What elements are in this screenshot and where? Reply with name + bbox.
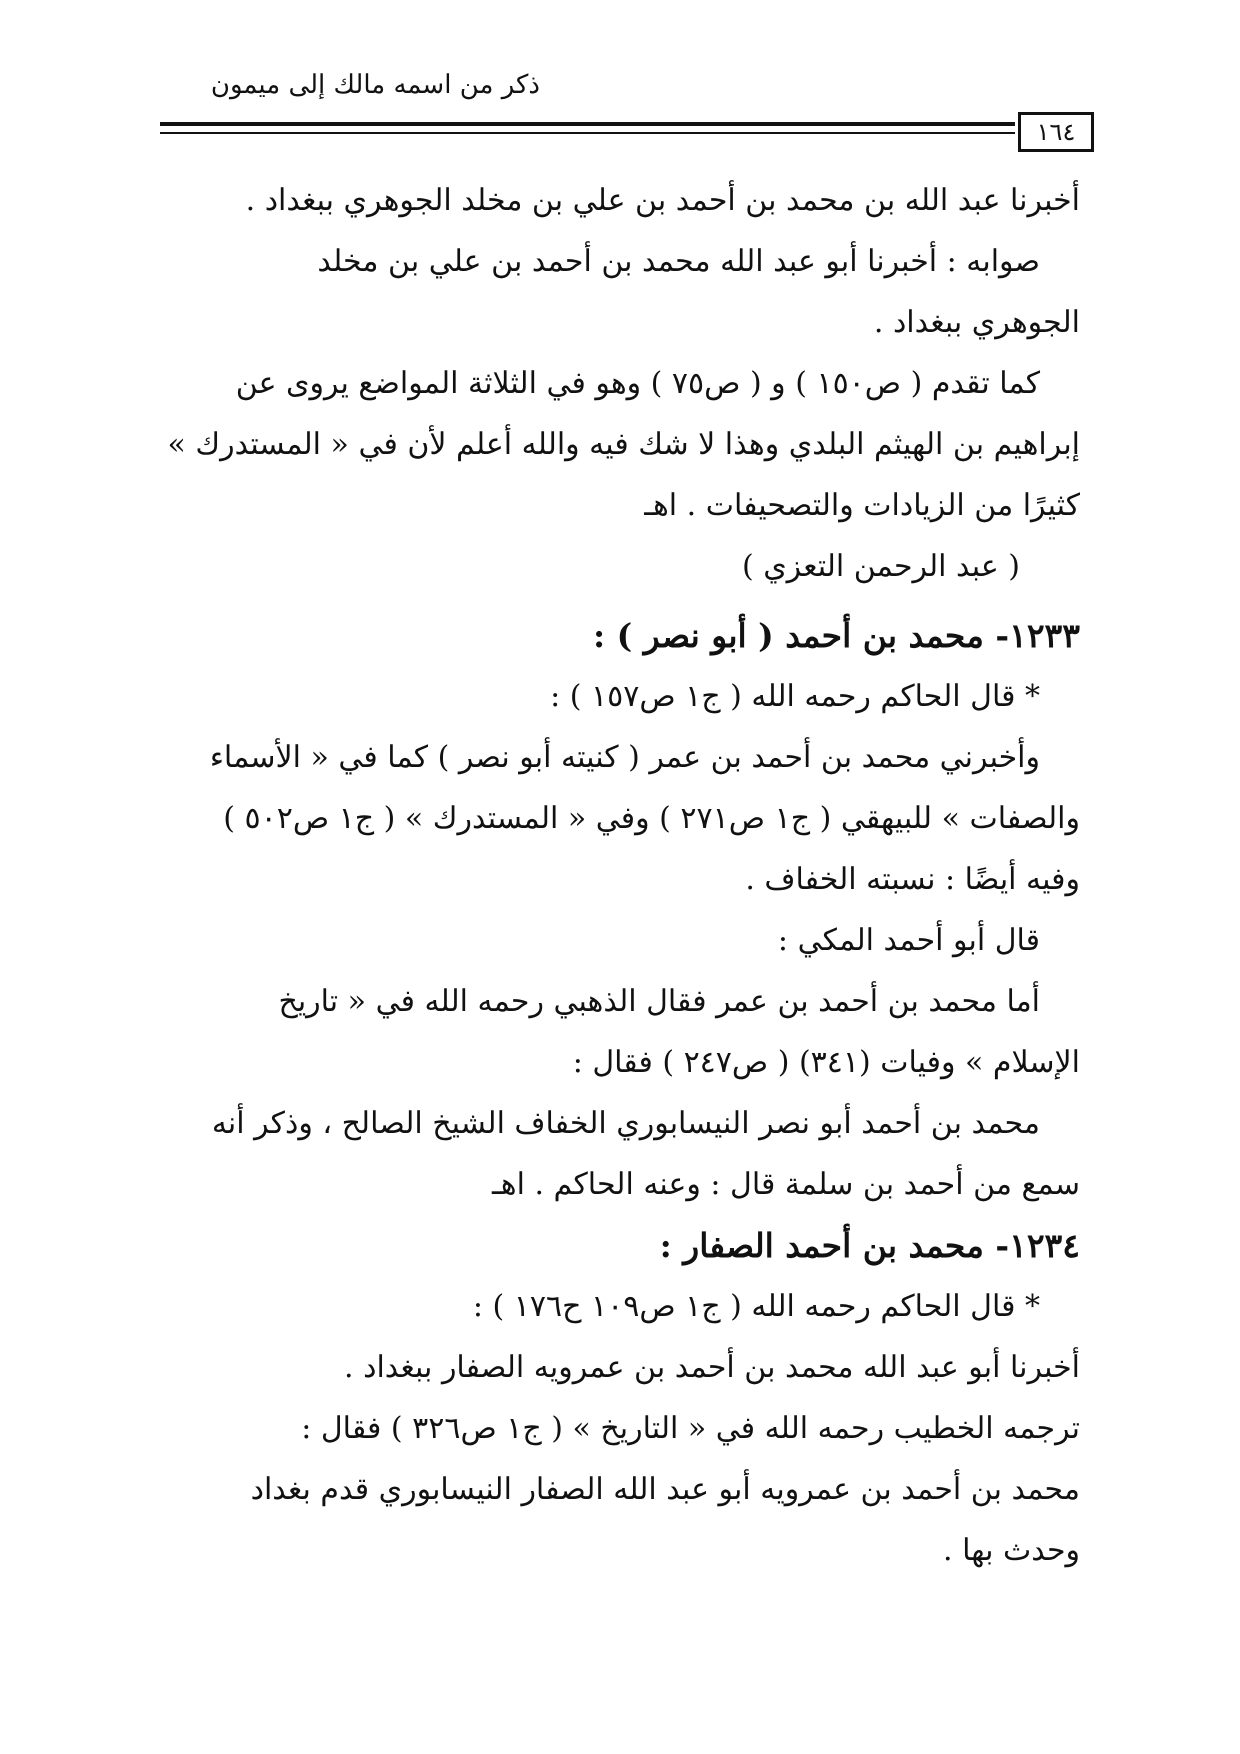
text-line: وأخبرني محمد بن أحمد بن عمر ( كنيته أبو نصر ) كما في « الأسماء	[209, 740, 1040, 775]
text-line: أخبرنا أبو عبد الله محمد بن أحمد بن عمرويه الصفار ببغداد .	[344, 1350, 1080, 1385]
page-number-box: ١٦٤	[1018, 112, 1094, 152]
entry-heading-1234: ١٢٣٤- محمد بن أحمد الصفار :	[659, 1226, 1080, 1265]
text-line: * قال الحاكم رحمه الله ( ج١ ص١٠٩ ح١٧٦ ) :	[472, 1289, 1040, 1324]
page-body	[120, 170, 1080, 1581]
entry-heading-1233: ١٢٣٣- محمد بن أحمد ( أبو نصر ) :	[593, 616, 1080, 655]
text-line: والصفات » للبيهقي ( ج١ ص٢٧١ ) وفي « المستدرك » ( ج١ ص٥٠٢ )	[223, 801, 1080, 836]
text-line: وفيه أيضًا : نسبته الخفاف .	[745, 862, 1080, 897]
text-line: محمد بن أحمد بن عمرويه أبو عبد الله الصفار النيسابوري قدم بغداد	[250, 1472, 1080, 1507]
text-line: وحدث بها .	[943, 1533, 1080, 1568]
text-line: أما محمد بن أحمد بن عمر فقال الذهبي رحمه الله في « تاريخ	[278, 984, 1040, 1019]
text-line: الإسلام » وفيات (٣٤١) ( ص٢٤٧ ) فقال :	[572, 1045, 1080, 1080]
author-attribution: ( عبد الرحمن التعزي )	[741, 549, 1020, 584]
text-line: صوابه : أخبرنا أبو عبد الله محمد بن أحمد بن علي بن مخلد	[317, 244, 1040, 279]
text-line: محمد بن أحمد أبو نصر النيسابوري الخفاف الشيخ الصالح ، وذكر أنه	[211, 1106, 1040, 1141]
text-line: كما تقدم ( ص١٥٠ ) و ( ص٧٥ ) وهو في الثلاثة المواضع يروى عن	[235, 366, 1040, 401]
running-head-title: ذكر من اسمه مالك إلى ميمون	[210, 70, 540, 100]
text-line: ترجمه الخطيب رحمه الله في « التاريخ » ( ج١ ص٣٢٦ ) فقال :	[301, 1411, 1080, 1446]
text-line: أخبرنا عبد الله بن محمد بن أحمد بن علي بن مخلد الجوهري ببغداد .	[245, 183, 1080, 218]
text-line: إبراهيم بن الهيثم البلدي وهذا لا شك فيه والله أعلم لأن في « المستدرك »	[167, 427, 1080, 462]
text-line: الجوهري ببغداد .	[873, 305, 1080, 340]
text-line: سمع من أحمد بن سلمة قال : وعنه الحاكم . اهـ	[492, 1167, 1080, 1202]
header-rule-thin	[160, 132, 1015, 134]
header-rule-thick	[160, 122, 1015, 126]
text-line: كثيرًا من الزيادات والتصحيفات . اهـ	[644, 488, 1080, 523]
text-line: * قال الحاكم رحمه الله ( ج١ ص١٥٧ ) :	[550, 679, 1040, 714]
text-line: قال أبو أحمد المكي :	[777, 923, 1040, 958]
